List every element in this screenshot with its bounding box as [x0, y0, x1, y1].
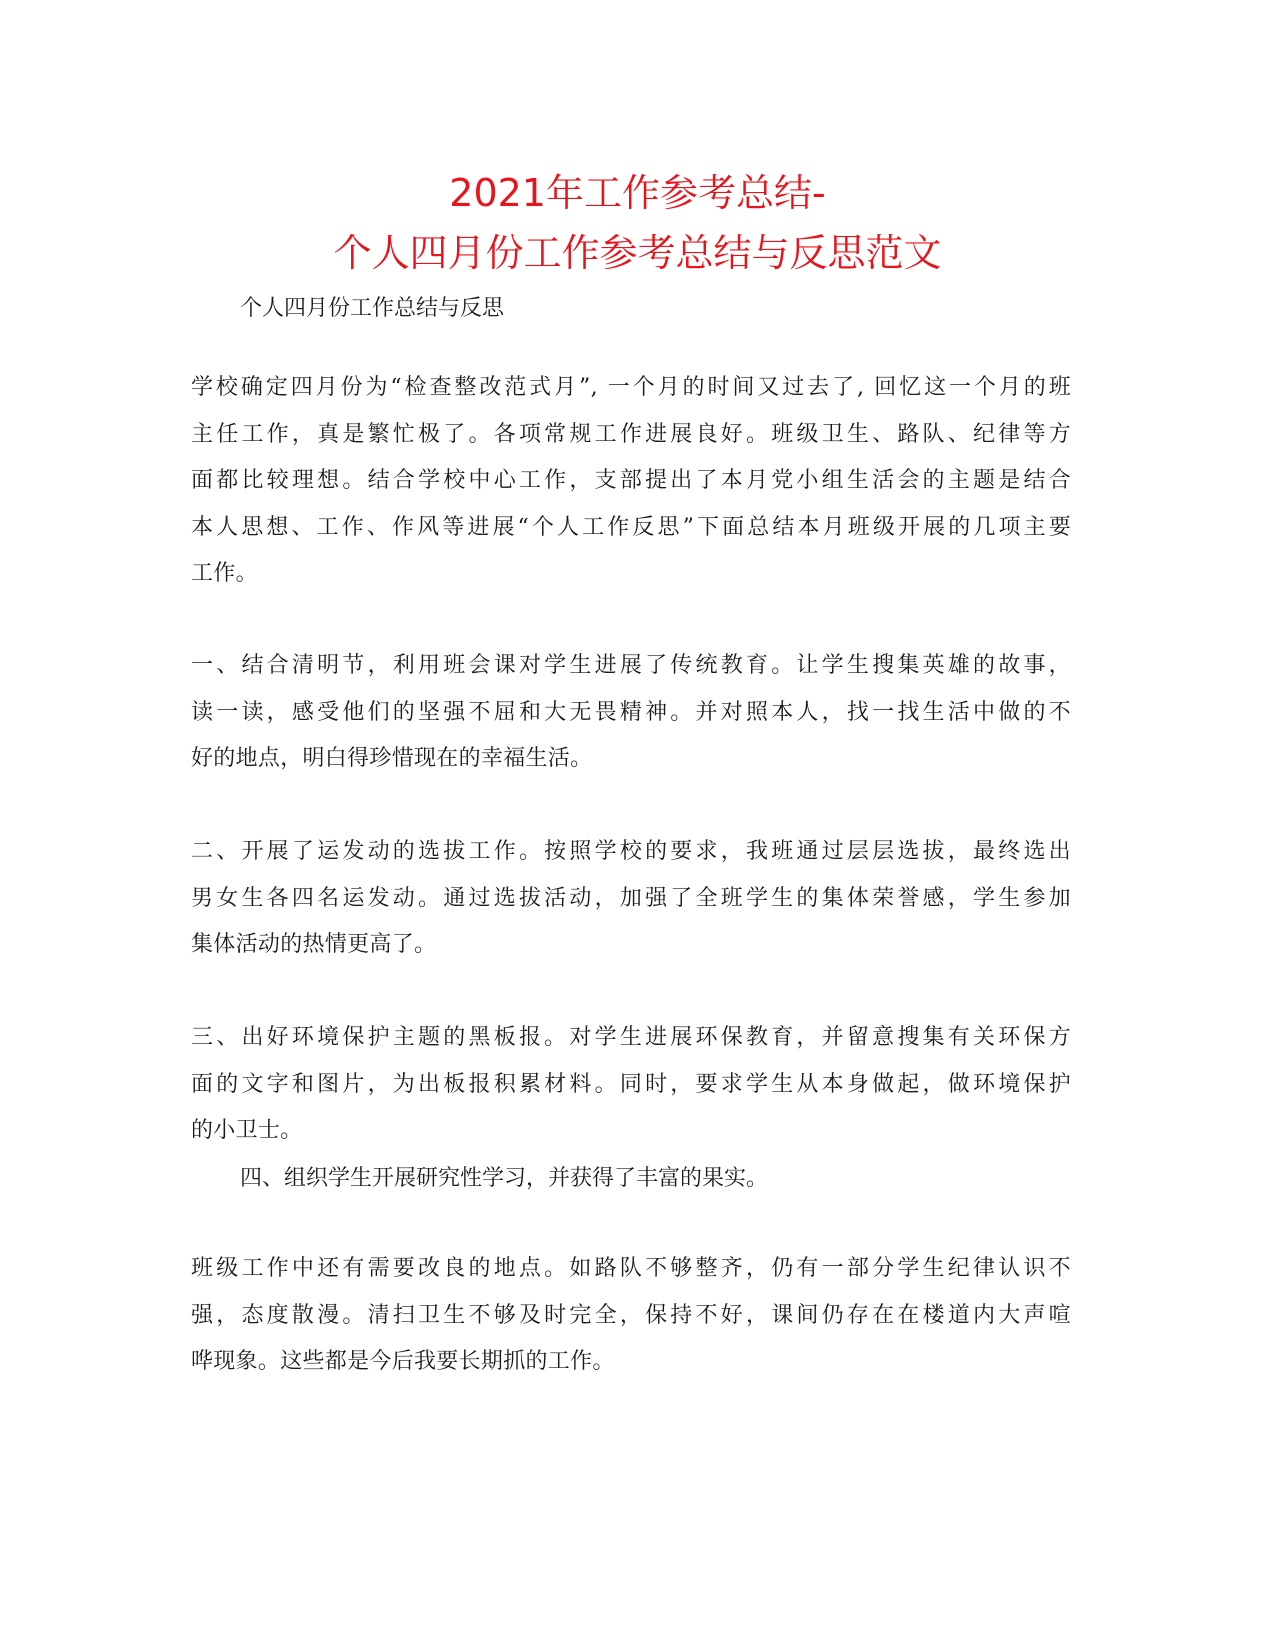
- text-line: 的小卫士。: [191, 1118, 303, 1143]
- text-line: 男女生各四名运发动。通过选拔活动，加强了全班学生的集体荣誉感，学生参加: [191, 885, 1071, 911]
- item-2-paragraph: [191, 829, 1071, 969]
- text-line: 强，态度散漫。清扫卫生不够及时完全，保持不好，课间仍存在在楼道内大声喧: [191, 1302, 1071, 1328]
- text-line: 一、结合清明节，利用班会课对学生进展了传统教育。让学生搜集英雄的故事，: [191, 653, 1071, 678]
- text-line: 哗现象。这些都是今后我要长期抓的工作。: [191, 1349, 615, 1374]
- text-line: 面都比较理想。结合学校中心工作，支部提出了本月党小组生活会的主题是结合: [191, 468, 1071, 493]
- text-line: 工作。: [191, 561, 258, 586]
- subheading: 个人四月份工作总结与反思: [240, 296, 505, 321]
- title-line-2: 个人四月份工作参考总结与反思范文: [333, 231, 942, 275]
- text-line: 集体活动的热情更高了。: [191, 932, 437, 957]
- text-line: 好的地点，明白得珍惜现在的幸福生活。: [191, 746, 593, 771]
- text-line: 本人思想、工作、作风等进展“个人工作反思”下面总结本月班级开展的几项主要: [191, 514, 1071, 540]
- text-line: 面的文字和图片，为出板报积累材料。同时，要求学生从本身做起，做环境保护: [191, 1071, 1071, 1097]
- closing-paragraph: [191, 1246, 1071, 1386]
- item-4-line: 四、组织学生开展研究性学习，并获得了丰富的果实。: [240, 1166, 769, 1191]
- text-line: 三、出好环境保护主题的黑板报。对学生进展环保教育，并留意搜集有关环保方: [191, 1025, 1071, 1050]
- text-line: 班级工作中还有需要改良的地点。如路队不够整齐，仍有一部分学生纪律认识不: [191, 1256, 1071, 1281]
- text-line: 读一读，感受他们的坚强不屈和大无畏精神。并对照本人，找一找生活中做的不: [191, 699, 1071, 725]
- item-3-paragraph: [191, 1015, 1071, 1155]
- item-1-paragraph: [191, 643, 1071, 783]
- intro-paragraph: [191, 365, 1071, 598]
- text-line: 主任工作，真是繁忙极了。各项常规工作进展良好。班级卫生、路队、纪律等方: [191, 421, 1071, 447]
- text-line: 二、开展了运发动的选拔工作。按照学校的要求，我班通过层层选拔，最终选出: [191, 839, 1071, 864]
- title-line-1: 2021年工作参考总结-: [449, 171, 826, 215]
- document-title: [0, 163, 1275, 283]
- text-line: 学校确定四月份为“检查整改范式月”, 一个月的时间又过去了, 回忆这一个月的班: [191, 375, 1071, 400]
